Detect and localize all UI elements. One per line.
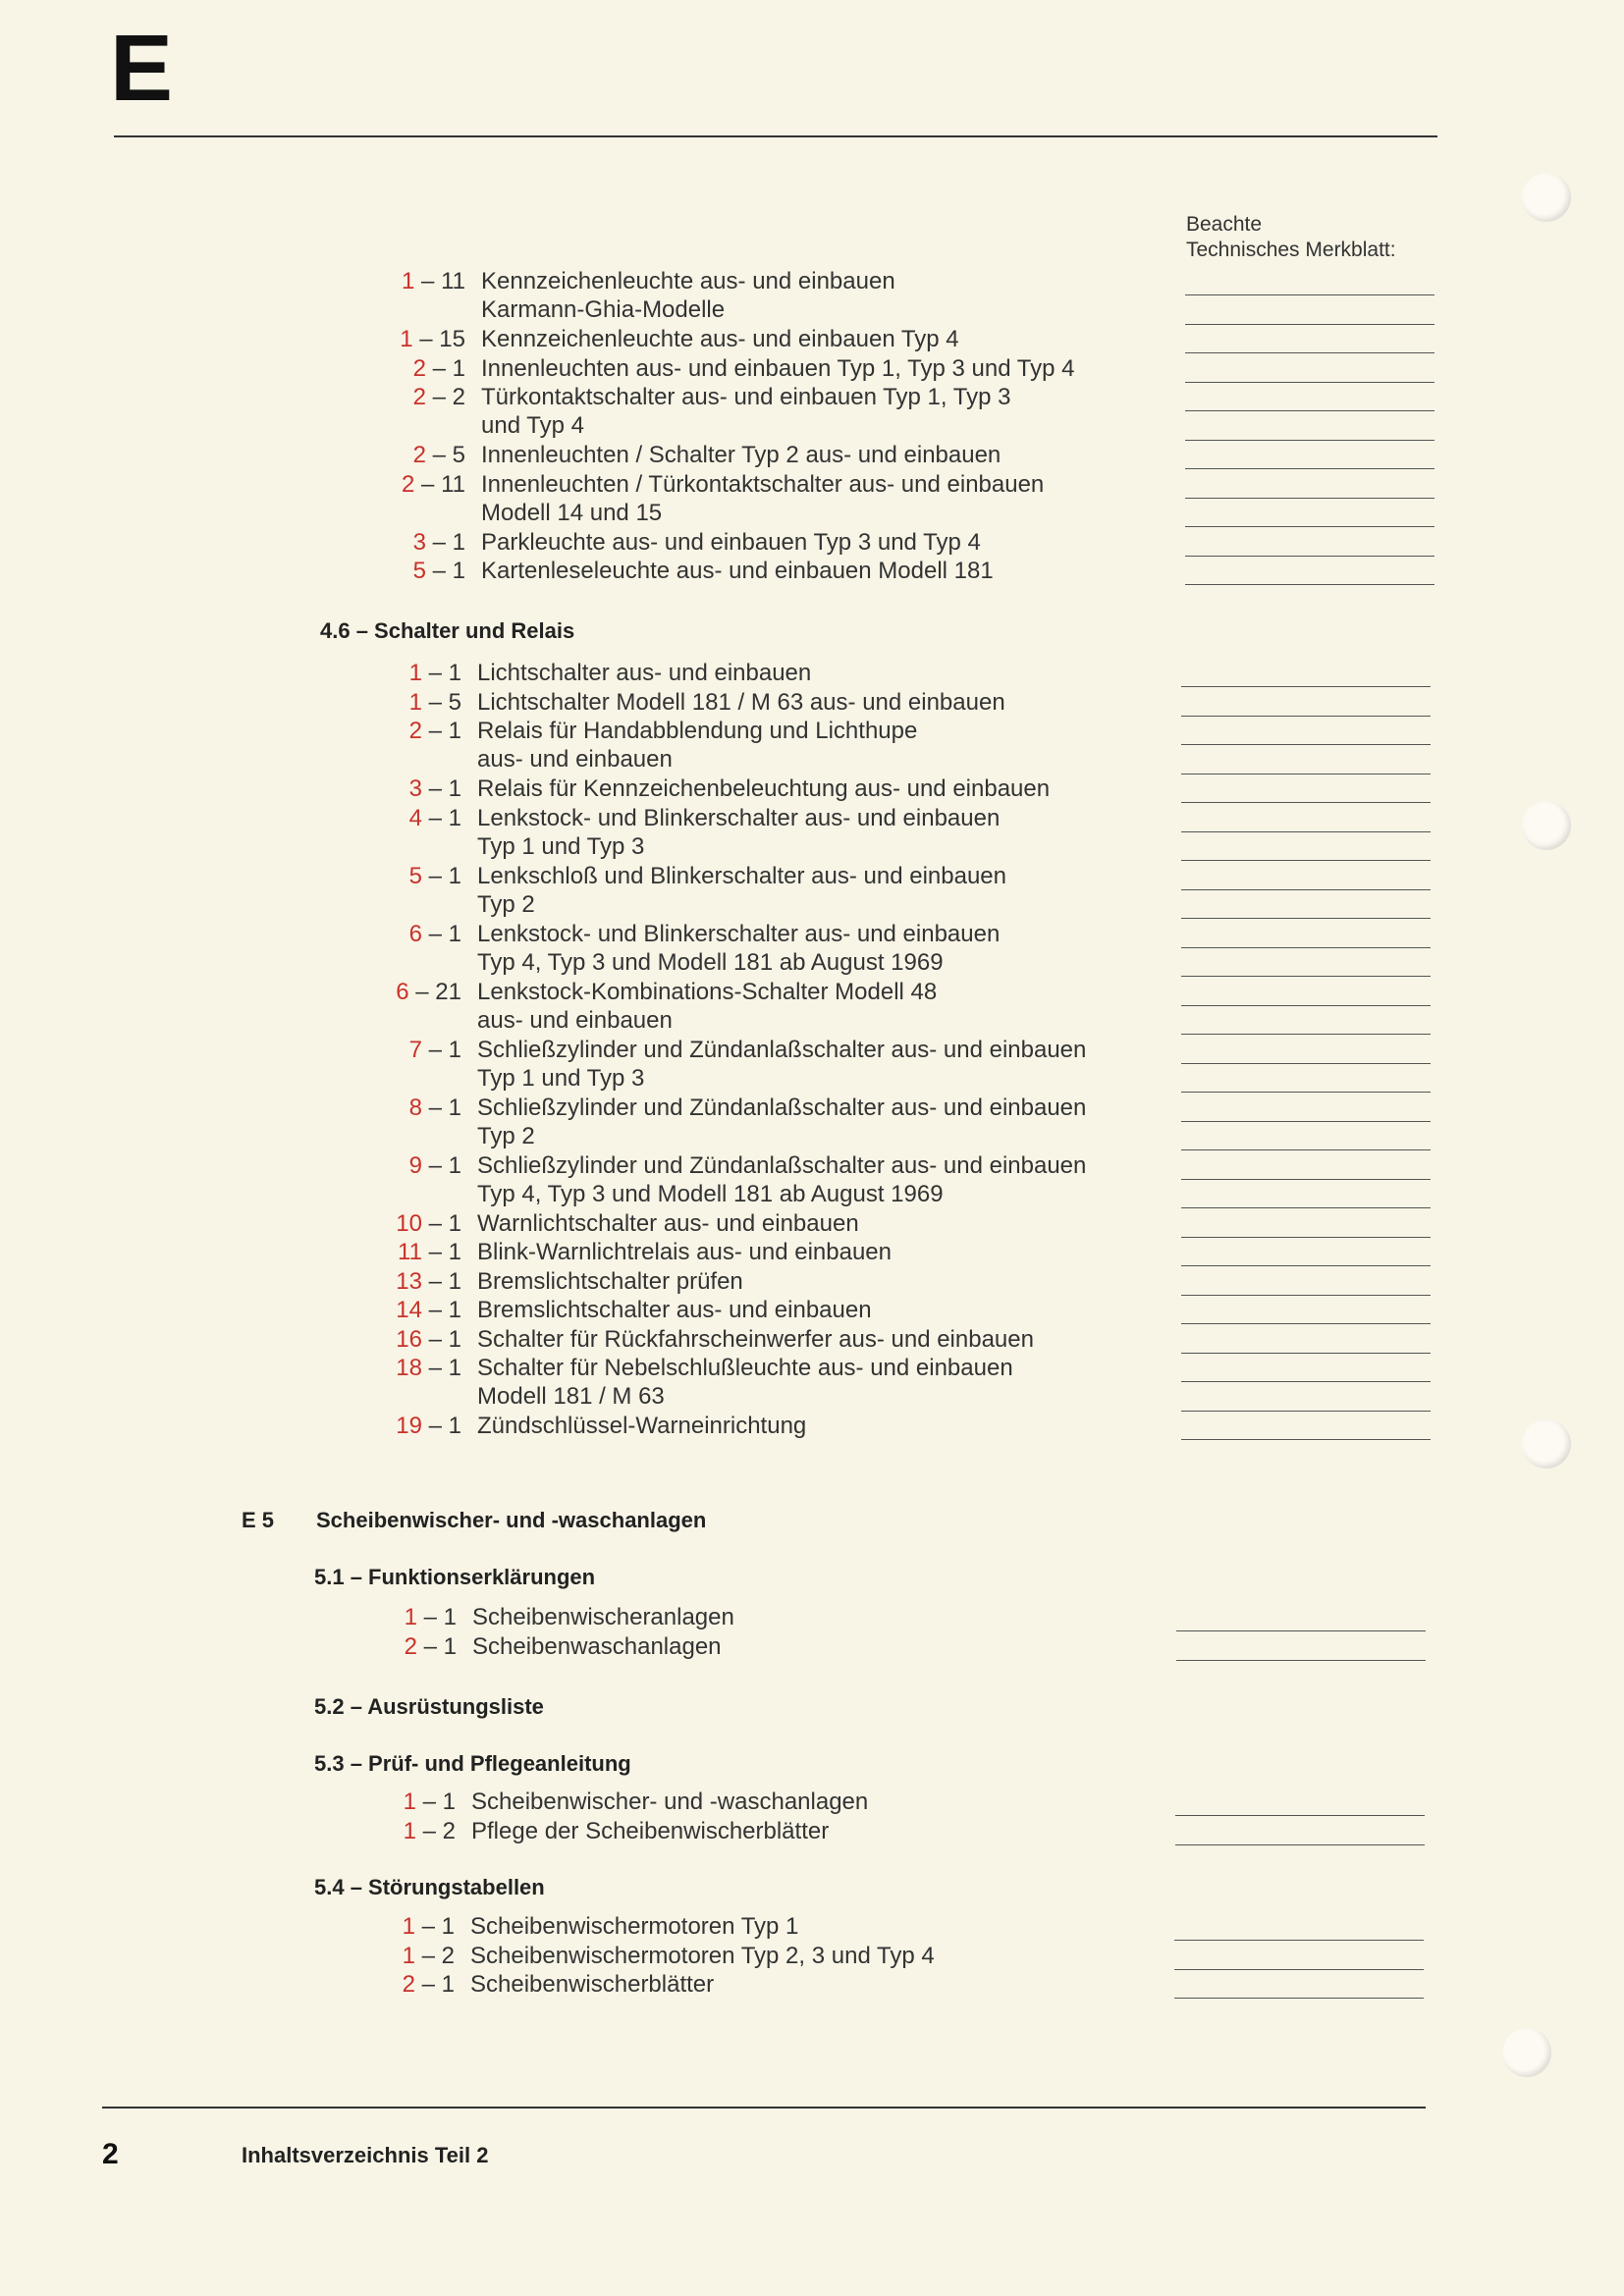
note-line [1181, 831, 1431, 832]
entry-number: 5 – 1 [408, 862, 461, 889]
entry-text: Innenleuchten aus- und einbauen Typ 1, Typ 3 und Typ 4 [481, 354, 1075, 382]
entry-number: 3 – 1 [408, 775, 461, 802]
note-line [1185, 526, 1435, 527]
toc-entry [408, 717, 918, 774]
note-line [1185, 352, 1435, 353]
entry-text: Typ 1 und Typ 3 [477, 1064, 645, 1092]
entry-number-minor: 5 [448, 688, 461, 716]
toc-entry [402, 1912, 799, 1941]
entry-number-major: 1 [403, 1817, 416, 1844]
entry-number: 1 – 1 [408, 660, 461, 686]
footer-rule [102, 2107, 1426, 2109]
entry-text: Scheibenwischerblätter [470, 1971, 715, 1998]
entry-number: 14 – 1 [396, 1297, 461, 1323]
toc-entry [396, 1354, 1013, 1411]
entry-text: Relais für Handabblendung und Lichthupe [477, 718, 918, 744]
note-line [1181, 918, 1431, 919]
entry-number-major: 9 [408, 1151, 422, 1179]
entry-number: 1 – 1 [404, 1604, 457, 1630]
section-heading-5-1: 5.1 – Funktionserklärungen [314, 1565, 596, 1589]
entry-number-major: 3 [412, 528, 426, 556]
toc-entry [408, 920, 1001, 977]
entry-number-major: 7 [408, 1036, 422, 1063]
entry-number-major: 4 [408, 804, 422, 831]
note-line [1185, 294, 1435, 295]
entry-number-major: 5 [408, 862, 422, 889]
toc-entry [398, 1238, 892, 1266]
entry-number: 13 – 1 [396, 1267, 461, 1295]
toc-entry [408, 1036, 1087, 1093]
entry-number: 8 – 1 [408, 1094, 461, 1121]
entry-number-minor: 1 [452, 354, 465, 382]
entry-text: Typ 4, Typ 3 und Modell 181 ab August 1969 [477, 948, 944, 976]
entry-number-minor: 5 [452, 442, 465, 468]
entry-text: Relais für Kennzeichenbeleuchtung aus- und einbauen [477, 775, 1051, 802]
entry-number-major: 2 [412, 442, 426, 468]
entry-text: Kartenleseleuchte aus- und einbauen Modell 181 [481, 558, 994, 584]
entry-text: Innenleuchten / Türkontaktschalter aus- und einbauen [481, 470, 1045, 498]
entry-number-minor: 21 [435, 978, 461, 1005]
note-line [1174, 1998, 1424, 1999]
binder-hole [1522, 1419, 1571, 1468]
entry-number-major: 3 [408, 775, 422, 802]
toc-entry [408, 804, 1001, 861]
entry-number-minor: 1 [448, 718, 461, 744]
entry-number: 1 – 2 [402, 1942, 455, 1969]
header-rule [114, 135, 1437, 137]
entry-number-major: 11 [398, 1239, 422, 1265]
toc-entry [396, 978, 938, 1035]
notes-column-header [1186, 212, 1396, 263]
entry-number-minor: 1 [448, 1151, 461, 1179]
entry-number: 1 – 5 [408, 688, 461, 716]
entry-number-minor: 1 [448, 1413, 461, 1439]
toc-entry [412, 528, 981, 557]
note-line [1181, 1092, 1431, 1093]
notes-header-line-2: Technisches Merkblatt: [1186, 239, 1396, 261]
entry-text: Schalter für Nebelschlußleuchte aus- und einbauen [477, 1355, 1013, 1381]
entry-number-minor: 1 [448, 1209, 461, 1237]
note-line [1181, 802, 1431, 803]
entry-number-minor: 11 [441, 268, 465, 294]
entry-number: 1 – 2 [403, 1817, 456, 1844]
note-line [1181, 1207, 1431, 1208]
entry-text: Scheibenwischeranlagen [472, 1604, 734, 1630]
entry-number: 18 – 1 [396, 1355, 461, 1381]
note-line [1175, 1815, 1425, 1816]
chapter-letter: E [110, 16, 174, 121]
note-line [1185, 498, 1435, 499]
entry-number: 3 – 1 [412, 528, 465, 556]
toc-entry [396, 1325, 1034, 1354]
entry-number: 2 – 5 [412, 442, 465, 468]
toc-entry [404, 1603, 734, 1631]
entry-number-major: 14 [396, 1297, 422, 1323]
entry-text: Lichtschalter Modell 181 / M 63 aus- und einbauen [477, 688, 1005, 716]
entry-number: 1 – 15 [400, 326, 465, 352]
entry-number-minor: 1 [448, 775, 461, 802]
entry-number-major: 6 [408, 920, 422, 947]
note-line [1181, 860, 1431, 861]
note-line [1174, 1969, 1424, 1970]
binder-hole [1502, 2028, 1551, 2077]
entry-number-minor: 1 [448, 1325, 461, 1353]
note-line [1181, 1034, 1431, 1035]
toc-entry [412, 557, 994, 585]
entry-text: Blink-Warnlichtrelais aus- und einbauen [477, 1239, 892, 1265]
entry-number-minor: 1 [448, 1355, 461, 1381]
toc-entry [402, 267, 895, 324]
entry-text: Scheibenwischermotoren Typ 2, 3 und Typ 4 [470, 1942, 935, 1969]
entry-number: 10 – 1 [396, 1209, 461, 1237]
section-heading-4-6: 4.6 – Schalter und Relais [320, 618, 575, 643]
entry-number-major: 1 [403, 1789, 416, 1815]
toc-entry [408, 1151, 1087, 1208]
entry-number: 1 – 11 [402, 268, 465, 294]
entry-text: Lenkstock-Kombinations-Schalter Modell 48 [477, 978, 938, 1005]
entry-number-minor: 1 [443, 1604, 457, 1630]
entry-text: Typ 4, Typ 3 und Modell 181 ab August 1969 [477, 1180, 944, 1207]
entry-text: Karmann-Ghia-Modelle [481, 296, 726, 323]
note-line [1185, 382, 1435, 383]
entry-text: Lenkstock- und Blinkerschalter aus- und einbauen [477, 804, 1001, 831]
toc-entry [396, 1209, 859, 1238]
note-line [1181, 1063, 1431, 1064]
toc-entry [412, 441, 1001, 469]
entry-number-minor: 1 [452, 528, 465, 556]
note-line [1175, 1844, 1425, 1845]
entry-number-minor: 1 [448, 920, 461, 947]
entry-text: und Typ 4 [481, 412, 584, 439]
entry-text: Modell 181 / M 63 [477, 1383, 665, 1410]
note-line [1181, 976, 1431, 977]
entry-number: 9 – 1 [408, 1151, 461, 1179]
section-heading-5-4: 5.4 – Störungstabellen [314, 1875, 545, 1899]
entry-number-minor: 11 [441, 470, 465, 498]
toc-entry [403, 1788, 869, 1816]
footer-title: Inhaltsverzeichnis Teil 2 [242, 2143, 489, 2167]
entry-text: Schließzylinder und Zündanlaßschalter aus- und einbauen [477, 1094, 1087, 1121]
entry-number: 2 – 1 [404, 1632, 457, 1660]
entry-number-minor: 1 [448, 804, 461, 831]
entry-text: Kennzeichenleuchte aus- und einbauen Typ 4 [481, 326, 959, 352]
entry-number: 11 – 1 [398, 1239, 461, 1265]
toc-entry [412, 383, 1011, 440]
section-heading-5-2: 5.2 – Ausrüstungsliste [314, 1694, 544, 1719]
note-line [1181, 1411, 1431, 1412]
toc-entry [402, 1970, 715, 1999]
entry-number-major: 6 [396, 978, 409, 1005]
entry-text: Typ 1 und Typ 3 [477, 832, 645, 860]
entry-text: Türkontaktschalter aus- und einbauen Typ 1, Typ 3 [481, 384, 1011, 410]
entry-number-minor: 1 [452, 558, 465, 584]
entry-text: Warnlichtschalter aus- und einbauen [477, 1209, 859, 1237]
entry-number-minor: 1 [448, 862, 461, 889]
entry-number-major: 13 [396, 1267, 422, 1295]
note-line [1181, 1237, 1431, 1238]
entry-number: 2 – 1 [412, 354, 465, 382]
entry-number-major: 1 [400, 326, 413, 352]
entry-text: Innenleuchten / Schalter Typ 2 aus- und einbauen [481, 442, 1001, 468]
note-line [1185, 440, 1435, 441]
note-line [1181, 1353, 1431, 1354]
entry-text: Scheibenwischermotoren Typ 1 [470, 1913, 799, 1940]
entry-text: Typ 2 [477, 1122, 535, 1149]
entry-text: Schalter für Rückfahrscheinwerfer aus- und einbauen [477, 1325, 1034, 1353]
note-line [1181, 1265, 1431, 1266]
note-line [1181, 1295, 1431, 1296]
entry-number-major: 5 [412, 558, 426, 584]
entry-number-minor: 1 [443, 1632, 457, 1660]
note-line [1176, 1660, 1426, 1661]
entry-text: Kennzeichenleuchte aus- und einbauen [481, 268, 895, 294]
binder-hole [1522, 801, 1571, 850]
toc-entry [408, 774, 1051, 803]
entry-number-minor: 1 [448, 1094, 461, 1121]
toc-entry [408, 688, 1005, 717]
entry-number: 2 – 1 [402, 1971, 455, 1998]
entry-text: Schließzylinder und Zündanlaßschalter aus- und einbauen [477, 1151, 1087, 1179]
entry-number: 1 – 1 [402, 1913, 455, 1940]
entry-text: Typ 2 [477, 890, 535, 918]
note-line [1181, 1121, 1431, 1122]
binder-hole [1522, 173, 1571, 222]
entry-number: 6 – 21 [396, 978, 461, 1005]
note-line [1176, 1630, 1426, 1631]
entry-number-major: 2 [408, 718, 422, 744]
toc-entry [408, 862, 1007, 919]
entry-text: Scheibenwischer- und -waschanlagen [471, 1789, 869, 1815]
entry-number-minor: 1 [448, 1036, 461, 1063]
chapter-code: E 5 [242, 1508, 275, 1532]
note-line [1181, 947, 1431, 948]
entry-number-major: 19 [396, 1413, 422, 1439]
entry-number-major: 2 [412, 354, 426, 382]
entry-number: 6 – 1 [408, 920, 461, 947]
entry-text: Modell 14 und 15 [481, 499, 663, 526]
section-heading-5-3: 5.3 – Prüf- und Pflegeanleitung [314, 1751, 631, 1776]
entry-number-major: 16 [396, 1325, 422, 1353]
toc-entry [412, 354, 1075, 383]
entry-number: 7 – 1 [408, 1036, 461, 1063]
entry-number: 5 – 1 [412, 558, 465, 584]
toc-entry [403, 1817, 830, 1845]
entry-number-major: 1 [402, 268, 415, 294]
entry-number-major: 1 [402, 1913, 415, 1940]
entry-text: Lichtschalter aus- und einbauen [477, 660, 812, 686]
entry-text: Lenkstock- und Blinkerschalter aus- und einbauen [477, 920, 1001, 947]
entry-number-minor: 1 [441, 1913, 455, 1940]
entry-number-major: 18 [396, 1355, 422, 1381]
entry-number-major: 1 [408, 688, 422, 716]
note-line [1181, 716, 1431, 717]
toc-entry [408, 659, 812, 687]
entry-text: Bremslichtschalter prüfen [477, 1267, 743, 1295]
entry-number: 19 – 1 [396, 1413, 461, 1439]
entry-text: Zündschlüssel-Warneinrichtung [477, 1413, 807, 1439]
entry-number: 2 – 2 [412, 384, 465, 410]
toc-entry [396, 1296, 872, 1324]
entry-number-minor: 2 [452, 384, 465, 410]
entry-number-major: 2 [402, 470, 415, 498]
entry-number-major: 1 [408, 660, 422, 686]
note-line [1181, 1149, 1431, 1150]
entry-number-minor: 1 [448, 1239, 461, 1265]
page-number: 2 [102, 2138, 119, 2170]
entry-number-minor: 1 [441, 1971, 455, 1998]
entry-text: Lenkschloß und Blinkerschalter aus- und einbauen [477, 862, 1007, 889]
note-line [1181, 1179, 1431, 1180]
entry-number-major: 2 [412, 384, 426, 410]
entry-number-minor: 15 [439, 326, 465, 352]
toc-entry [400, 325, 959, 353]
note-line [1185, 324, 1435, 325]
entry-number-major: 1 [404, 1604, 417, 1630]
entry-text: aus- und einbauen [477, 746, 673, 773]
entry-text: Scheibenwaschanlagen [472, 1632, 722, 1660]
entry-text: Pflege der Scheibenwischerblätter [471, 1817, 830, 1844]
toc-entry [402, 1942, 935, 1970]
entry-number-minor: 2 [442, 1817, 456, 1844]
note-line [1181, 889, 1431, 890]
note-line [1185, 584, 1435, 585]
toc-entry [396, 1412, 807, 1440]
entry-text: Schließzylinder und Zündanlaßschalter aus- und einbauen [477, 1036, 1087, 1063]
note-line [1185, 410, 1435, 411]
entry-number: 1 – 1 [403, 1789, 456, 1815]
note-line [1185, 556, 1435, 557]
note-line [1185, 468, 1435, 469]
toc-entry [404, 1632, 722, 1661]
entry-text: Parkleuchte aus- und einbauen Typ 3 und Typ 4 [481, 528, 981, 556]
entry-text: aus- und einbauen [477, 1006, 673, 1034]
note-line [1181, 1439, 1431, 1440]
toc-entry [402, 470, 1045, 527]
notes-header-line-1: Beachte [1186, 213, 1263, 236]
entry-number-minor: 1 [448, 1267, 461, 1295]
note-line [1181, 744, 1431, 745]
entry-number-major: 2 [402, 1971, 415, 1998]
entry-number-major: 10 [396, 1209, 422, 1237]
entry-number-minor: 1 [448, 1297, 461, 1323]
entry-number: 16 – 1 [396, 1325, 461, 1353]
entry-number: 4 – 1 [408, 804, 461, 831]
toc-entry [408, 1094, 1087, 1150]
chapter-title: Scheibenwischer- und -waschanlagen [316, 1508, 707, 1532]
note-line [1181, 1381, 1431, 1382]
entry-number-minor: 2 [441, 1942, 455, 1969]
entry-number-major: 1 [402, 1942, 415, 1969]
entry-number-minor: 1 [448, 660, 461, 686]
entry-number: 2 – 1 [408, 718, 461, 744]
entry-text: Bremslichtschalter aus- und einbauen [477, 1297, 872, 1323]
toc-entry [396, 1267, 743, 1296]
note-line [1181, 686, 1431, 687]
note-line [1174, 1940, 1424, 1941]
entry-number-major: 2 [404, 1632, 417, 1660]
entry-number: 2 – 11 [402, 470, 465, 498]
entry-number-minor: 1 [442, 1789, 456, 1815]
entry-number-major: 8 [408, 1094, 422, 1121]
note-line [1181, 1005, 1431, 1006]
note-line [1181, 1323, 1431, 1324]
